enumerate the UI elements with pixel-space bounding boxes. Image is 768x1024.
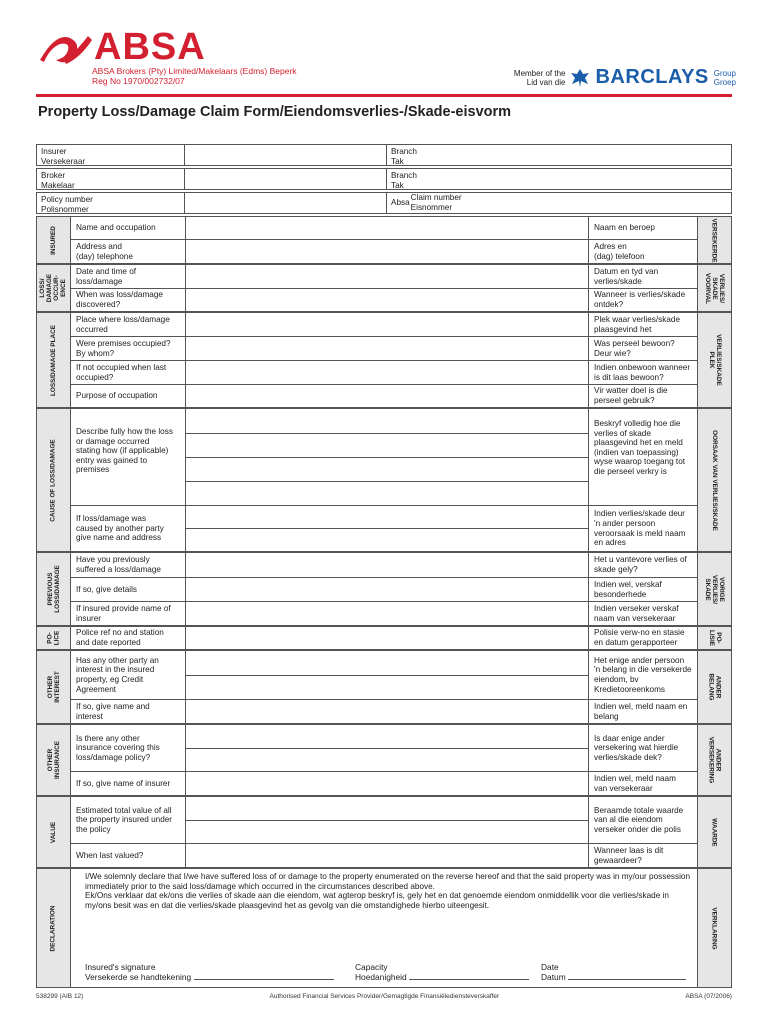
- absa-logo-icon: [36, 30, 98, 70]
- name-occupation-field[interactable]: [185, 217, 589, 239]
- broker-row: Broker Makelaar Branch Tak: [36, 168, 732, 190]
- other-party-field[interactable]: [185, 506, 589, 551]
- place-field[interactable]: [185, 313, 589, 336]
- section-insured: INSURED VERSEKERDE Name and occupation Naam en beroep Address and (day) telephone Adres en (dag) telefoon: [36, 216, 732, 264]
- field-label-af: Naam en beroep: [594, 223, 655, 233]
- date-time-field[interactable]: [185, 265, 589, 288]
- estimated-value-field[interactable]: [185, 797, 589, 843]
- police-ref-field[interactable]: [185, 627, 589, 649]
- other-insurer-name-field[interactable]: [185, 772, 589, 795]
- policy-number-field[interactable]: [185, 193, 387, 213]
- declaration-af: Ek/Ons verklaar dat ek/ons die verlies of skade aan die eiendom, wat agterop beskryf is, gely het en dat genoemde eiendom onmiddellik voor die verlies/skade in my/ons besit was en dat die verlies/skade plaasgevind het as gevolg van die omstandighede hierbo uiteengesit.: [85, 891, 669, 910]
- section-previous-loss: PREVIOUS LOSS/DAMAGE VORIGE VERLIES/ SKADE Have you previously suffered a loss/damage Het u vantevore verlies of skade gely? If so, give details Indien wel, verskaf besonderhede If insured provide name of insurer Indien verseker verskaf naam van versekeraar: [36, 552, 732, 626]
- fsp-statement: Authorised Financial Services Provider/Gemagtigde Finansiëlediensteverskaffer: [269, 993, 500, 1000]
- previous-insurer-field[interactable]: [185, 602, 589, 625]
- member-line: Member of the: [513, 68, 566, 78]
- insurer-row: Insurer Versekeraar Branch Tak: [36, 144, 732, 166]
- signature-field[interactable]: Insured's signature Versekerde se handtekening: [85, 962, 334, 982]
- form-title: Property Loss/Damage Claim Form/Eiendomsverlies-/Skade-eisvorm: [38, 104, 512, 120]
- section-other-insurance: OTHER INSURANCE ANDER VERSEKERING Is there any other insurance covering this loss/damage policy? Is daar enige ander versekering wat hierdie verlies/skade dek? If so, give name of insurer Indien wel, meld naam van versekeraar: [36, 724, 732, 796]
- description-field[interactable]: [185, 409, 589, 505]
- registration-number: Reg No 1970/002732/07: [92, 76, 185, 86]
- section-label-af: VERSEKERDE: [711, 217, 719, 263]
- broker-branch-field[interactable]: Branch Tak: [391, 171, 417, 190]
- barclays-group-badge: [514, 66, 736, 89]
- barclays-eagle-icon: [570, 68, 590, 88]
- member-line-af: Lid van die: [526, 77, 566, 87]
- other-insurance-field[interactable]: [185, 725, 589, 771]
- section-police: PO- LICE PO- LISIE Police ref no and station and date reported Polisie verw-no en stasie en datum gerapporteer: [36, 626, 732, 650]
- footer: [36, 993, 732, 1000]
- purpose-field[interactable]: [185, 385, 589, 407]
- broker-field[interactable]: [185, 169, 387, 189]
- partner-name: BARCLAYS: [595, 66, 709, 88]
- section-declaration: DECLARATION VERKLARING I/We solemnly declare that I/we have suffered loss of or damage to the property enumerated on the reverse hereof and that the said property was in my/our possession immediately prior to the said loss/damage which occurred in the circumstances described above. Ek/Ons verklaar dat ek/ons die verlies of skade aan die eiendom, wat agterop beskryf is, gely het en dat genoemde eiendom onmiddellik voor die verlies/skade in my/ons besit was en dat die verlies/skade plaasgevind het as gevolg van die omstandighede hierbo uiteengesit. Insured's signature Versekerde se handtekening Capacity Hoedanigheid Date Datum: [36, 868, 732, 988]
- discovered-field[interactable]: [185, 289, 589, 311]
- last-occupied-field[interactable]: [185, 361, 589, 384]
- section-label: INSURED: [49, 225, 57, 255]
- company-name: ABSA Brokers (Pty) Limited/Makelaars (Edms) Beperk: [92, 66, 297, 76]
- group-label: Group: [713, 68, 736, 78]
- previous-loss-field[interactable]: [185, 553, 589, 577]
- address-telephone-field[interactable]: [185, 240, 589, 263]
- interest-name-field[interactable]: [185, 700, 589, 723]
- branch-field[interactable]: Branch Tak: [391, 147, 417, 166]
- company-details: [92, 66, 297, 86]
- capacity-field[interactable]: Capacity Hoedanigheid: [355, 962, 529, 982]
- section-loss-occurrence: LOSS/ DAMAGE OCCUR- ENCE VERLIES/ SKADE VOORVAL Date and time of loss/damage Datum en tyd van verlies/skade When was loss/damage discovered? Wanneer is verlies/skade ontdek?: [36, 264, 732, 312]
- date-field[interactable]: Date Datum: [541, 962, 686, 982]
- brand-name: ABSA: [94, 26, 206, 68]
- last-valued-field[interactable]: [185, 844, 589, 867]
- declaration-en: I/We solemnly declare that I/we have suffered loss of or damage to the property enumerated on the reverse hereof and that the said property was in my/our possession immediately prior to the said loss/damage which occurred in the circumstances described above.: [85, 872, 690, 891]
- claim-number-field[interactable]: Absa Claim number Eisnommer: [391, 193, 462, 212]
- declaration-text: [85, 872, 695, 910]
- section-value: VALUE WAARDE Estimated total value of all the property insured under the policy Beraamde totale waarde van al die eiendom verseker onder die polis When last valued? Wanneer laas is dit gewaardeer?: [36, 796, 732, 868]
- section-loss-place: LOSS/DAMAGE PLACE VERLIES/SKADE PLEK Place where loss/damage occurred Plek waar verlies/skade plaasgevind het Were premises occupied? By whom? Was perseel bewoon? Deur wie? If not occupied when last occupied? Indien onbewoon wanneer is dit laas bewoon? Purpose of occupation Vir watter doel is die perseel gebruik?: [36, 312, 732, 408]
- section-other-interest: OTHER INTEREST ANDER BELANG Has any other party an interest in the insured property, eg Credit Agreement Het enige ander persoon 'n belang in die versekerde eiendom, bv Kredietooreenkoms If so, give name and interest Indien wel, meld naam en belang: [36, 650, 732, 724]
- group-label-af: Groep: [713, 77, 736, 87]
- policy-row: Policy number Polisnommer Absa Claim number Eisnommer: [36, 192, 732, 214]
- previous-details-field[interactable]: [185, 578, 589, 601]
- header-divider: [36, 94, 732, 97]
- other-interest-field[interactable]: [185, 651, 589, 699]
- form-code: 538299 (AIB 12): [36, 993, 84, 1000]
- field-label: Name and occupation: [76, 223, 156, 233]
- section-cause: CAUSE OF LOSS/DAMAGE OORSAAK VAN VERLIES/SKADE Describe fully how the loss or damage occurred stating how (if applicable) entry was gained to premises Beskryf volledig hoe die verlies of skade plaasgevind het en meld (indien van toepassing) wyse waarop toegang tot die perseel verkry is If loss/damage was caused by another party give name and address Indien verlies/skade deur 'n ander persoon veroorsaak is meld naam en adres: [36, 408, 732, 552]
- occupied-field[interactable]: [185, 337, 589, 360]
- letterhead: [36, 26, 736, 96]
- insurer-field[interactable]: [185, 145, 387, 165]
- form-version: ABSA (07/2006): [685, 993, 732, 1000]
